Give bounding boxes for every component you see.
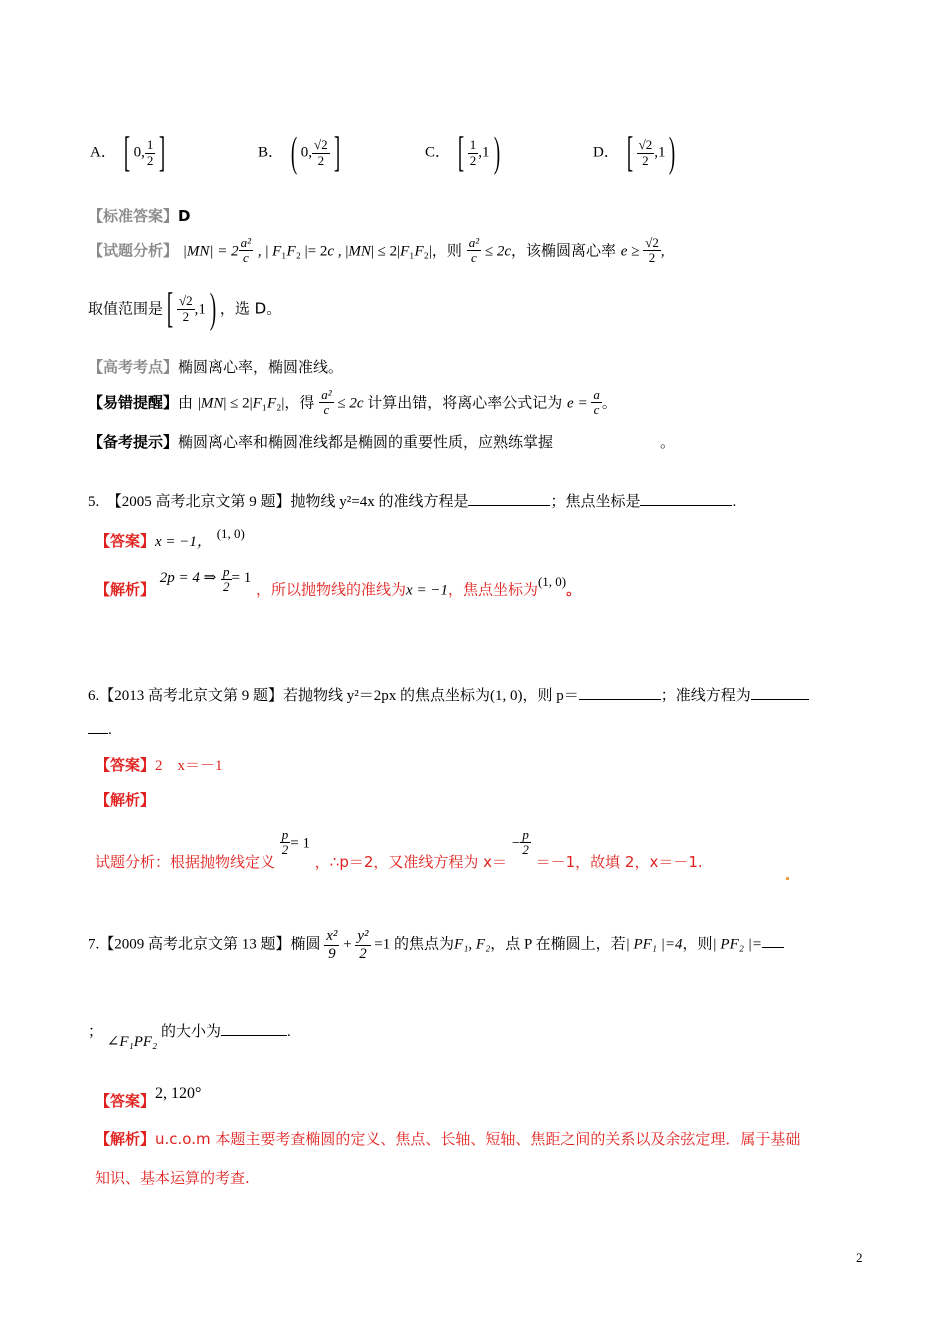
- option-c: C． [ $\frac{1}{2}$ ,1): [425, 130, 500, 176]
- stray-dot: [786, 877, 789, 880]
- beikao-line: 【备考提示】椭圆离心率和椭圆准线都是椭圆的重要性质，应熟练掌握: [88, 433, 554, 451]
- question-6-tail: .: [88, 722, 112, 739]
- yicuo-line: 【易错提醒】由 |MN| ≤ 2|F₁F₂|，得 $\frac{\text{a²}}{c}$ ≤ 2c 计算出错，将离心率公式记为 e = $\frac{a}{c}$ 。: [88, 387, 617, 418]
- question-7-stem: 7.【2009 高考北京文第 13 题】椭圆 $\frac{\text{x²}}{9}$ + $\frac{\text{y²}}{2}$ =1 的焦点为F₁, F₂，点 P 在椭圆上，若| PF₁ |=4，则| PF₂ |=: [88, 928, 784, 962]
- question-7-line2: ； ∠F₁PF₂ 的大小为 .: [88, 1024, 291, 1050]
- standard-answer: 【标准答案】D: [88, 207, 191, 225]
- q7-jiexi-line1: 【解析】u.c.o.m 本题主要考查椭圆的定义、焦点、长轴、短轴、焦距之间的关系以及余弦定理．属于基础: [95, 1130, 801, 1148]
- range-line: 取值范围是[ $\frac{√2}{2}$ ,1) ，选 D。: [88, 286, 282, 332]
- option-a: A． [ 0, $\frac{1}{2}$ ]: [90, 130, 166, 176]
- page-number: 2: [856, 1250, 863, 1265]
- q7-answer: 【答案】2, 120°: [95, 1085, 202, 1110]
- question-6-stem: 6.【2013 高考北京文第 9 题】若抛物线 y²＝2px 的焦点坐标为(1, 0)，则 p＝ ；准线方程为: [88, 684, 809, 705]
- beikao-end: 。: [660, 433, 676, 451]
- q6-jiexi-tag: 【解析】: [95, 791, 156, 809]
- q5-answer: 【答案】x = −1， (1, 0): [95, 526, 245, 550]
- option-b: B． ( 0, $\frac{√2}{2}$ ]: [258, 130, 340, 176]
- q6-answer: 【答案】2 x＝－1: [95, 756, 223, 774]
- q7-jiexi-line2: 知识、基本运算的考查.: [95, 1169, 250, 1187]
- analysis-line: 【试题分析】 |MN| = 2 $\frac{\text{a²}}{c}$ , | F₁F₂ |= 2c , |MN| ≤ 2|F₁F₂|，则 $\frac{\text{a²}}{c}$ ≤ 2c，该椭圆离心率 e ≥ $\frac{√2}{2}$ ,: [88, 235, 665, 266]
- kaodian-line: 【高考考点】椭圆离心率，椭圆准线。: [88, 358, 344, 376]
- option-d: D． [ $\frac{√2}{2}$ ,1): [593, 130, 676, 176]
- q5-jiexi: 【解析】 2p = 4 ⇒ $\frac{p}{2}$ = 1 ，所以抛物线的准线为x = −1，焦点坐标为(1, 0)。: [95, 564, 582, 599]
- question-5-stem: 5. 【2005 高考北京文第 9 题】抛物线 y²=4x 的准线方程是 ；焦点坐标是 .: [88, 494, 737, 510]
- q6-fenxi: 试题分析：根据抛物线定义 $\frac{p}{2}$ = 1 ，∴p＝2，又准线方程为 x＝ − $\frac{p}{2}$ ＝－1，故填 2，x＝－1.: [95, 827, 703, 872]
